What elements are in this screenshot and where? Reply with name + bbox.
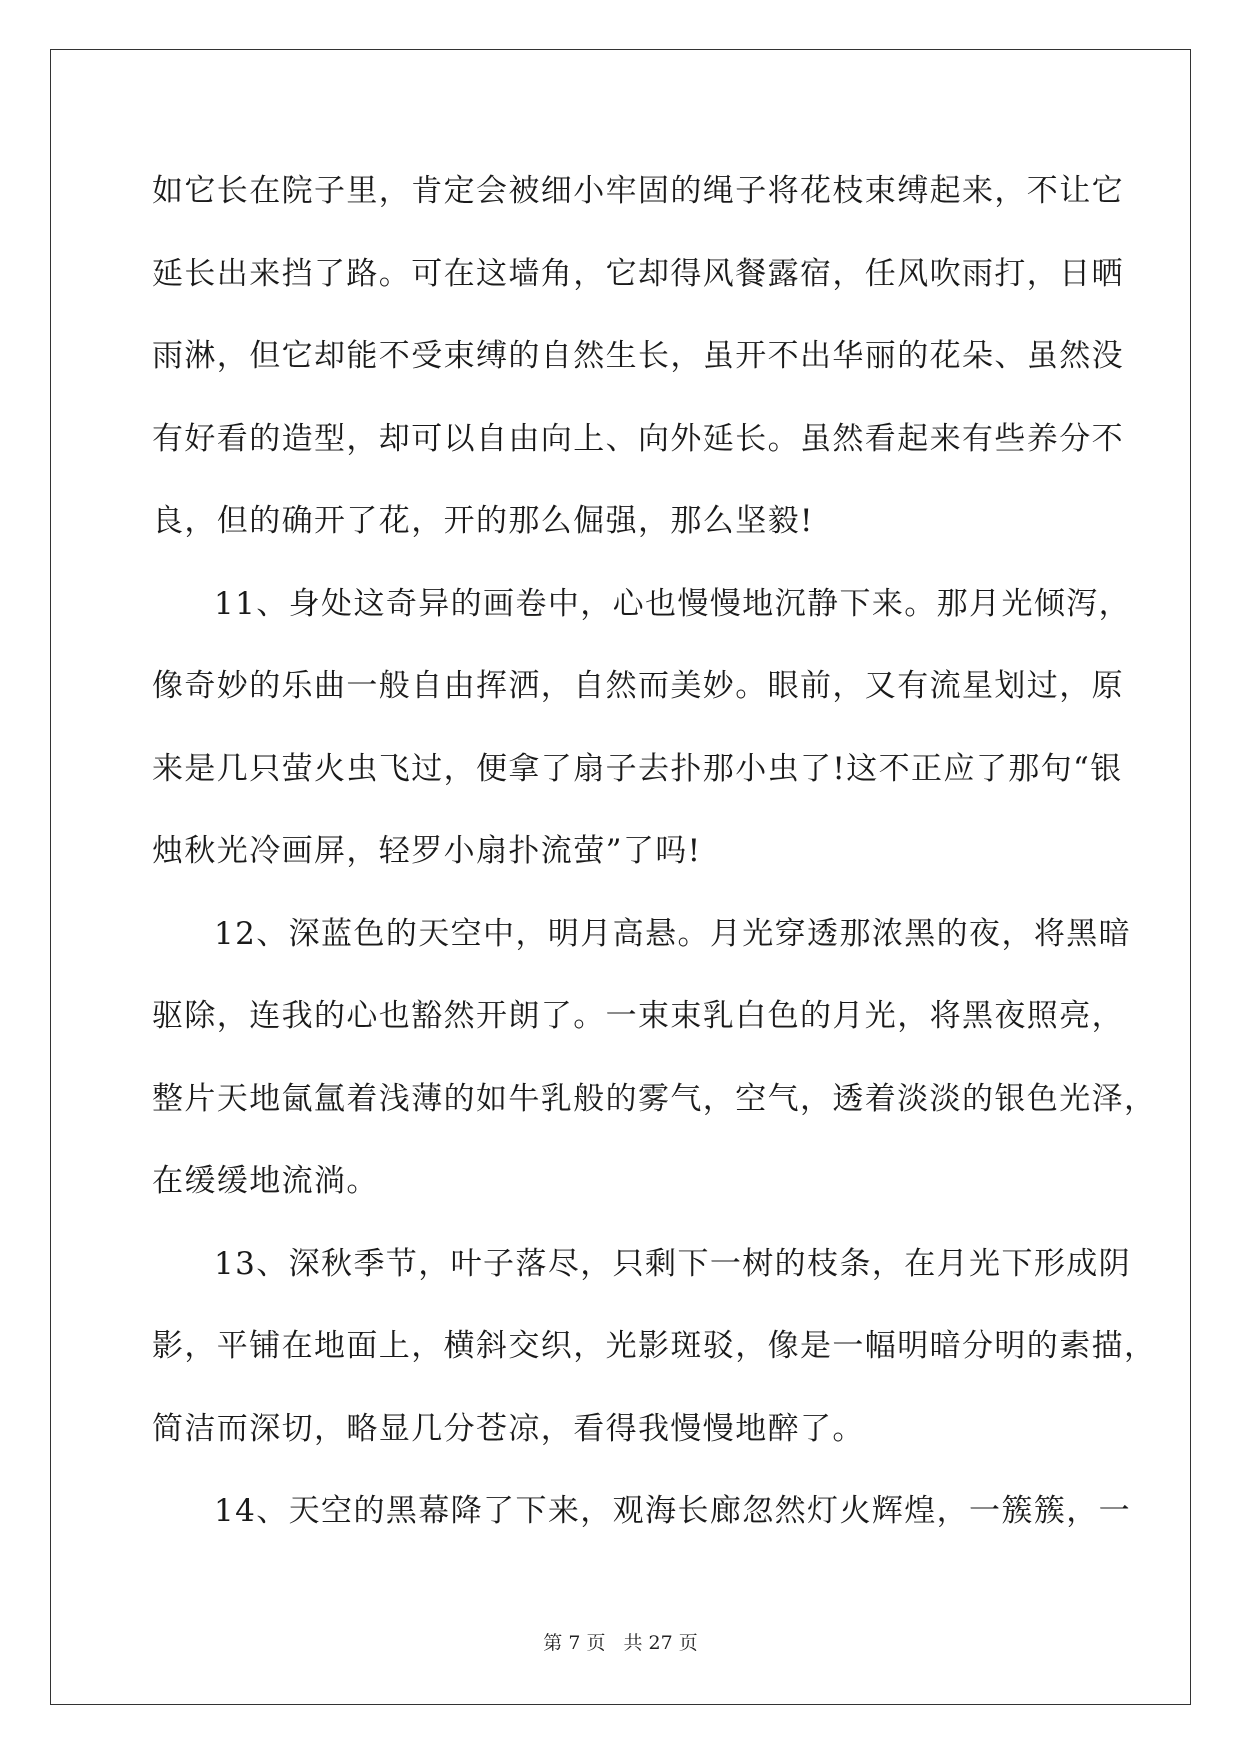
text-line: 简洁而深切，略显几分苍凉，看得我慢慢地醉了。 bbox=[152, 1410, 865, 1447]
text-line: 延长出来挡了路。可在这墙角，它却得风餐露宿，任风吹雨打，日晒 bbox=[152, 255, 1124, 292]
paragraph-12-start: 12、深蓝色的天空中，明月高悬。月光穿透那浓黑的夜，将黑暗 bbox=[214, 915, 1132, 952]
text-line: 像奇妙的乐曲一般自由挥洒，自然而美妙。眼前，又有流星划过，原 bbox=[152, 668, 1124, 704]
text-line: 来是几只萤火虫飞过，便拿了扇子去扑那小虫了!这不正应了那句“银 bbox=[152, 750, 1123, 787]
paragraph-13-start: 13、深秋季节，叶子落尽，只剩下一树的枝条，在月光下形成阴 bbox=[214, 1245, 1132, 1282]
text-line: 在缓缓地流淌。 bbox=[152, 1163, 379, 1199]
paragraph-11-start: 11、身处这奇异的画卷中，心也慢慢地沉静下来。那月光倾泻， bbox=[214, 585, 1132, 622]
paragraph-14-start: 14、天空的黑幕降了下来，观海长廊忽然灯火辉煌，一簇簇，一 bbox=[214, 1493, 1132, 1529]
text-line: 良，但的确开了花，开的那么倔强，那么坚毅! bbox=[152, 503, 814, 539]
text-line: 如它长在院子里，肯定会被细小牢固的绳子将花枝束缚起来，不让它 bbox=[152, 173, 1124, 209]
page-number: 第 7 页 bbox=[543, 1632, 606, 1654]
page-footer bbox=[0, 1628, 1241, 1655]
text-line: 驱除，连我的心也豁然开朗了。一束束乳白色的月光，将黑夜照亮， bbox=[152, 998, 1124, 1034]
total-pages: 共 27 页 bbox=[623, 1632, 698, 1654]
text-line: 整片天地氤氲着浅薄的如牛乳般的雾气，空气，透着淡淡的银色光泽， bbox=[152, 1080, 1157, 1117]
document-body bbox=[152, 150, 1157, 1553]
text-line: 有好看的造型，却可以自由向上、向外延长。虽然看起来有些养分不 bbox=[152, 420, 1124, 457]
text-line: 雨淋，但它却能不受束缚的自然生长，虽开不出华丽的花朵、虽然没 bbox=[152, 338, 1124, 374]
text-line: 影，平铺在地面上，横斜交织，光影斑驳，像是一幅明暗分明的素描， bbox=[152, 1328, 1157, 1364]
text-line: 烛秋光冷画屏，轻罗小扇扑流萤”了吗! bbox=[152, 833, 702, 869]
